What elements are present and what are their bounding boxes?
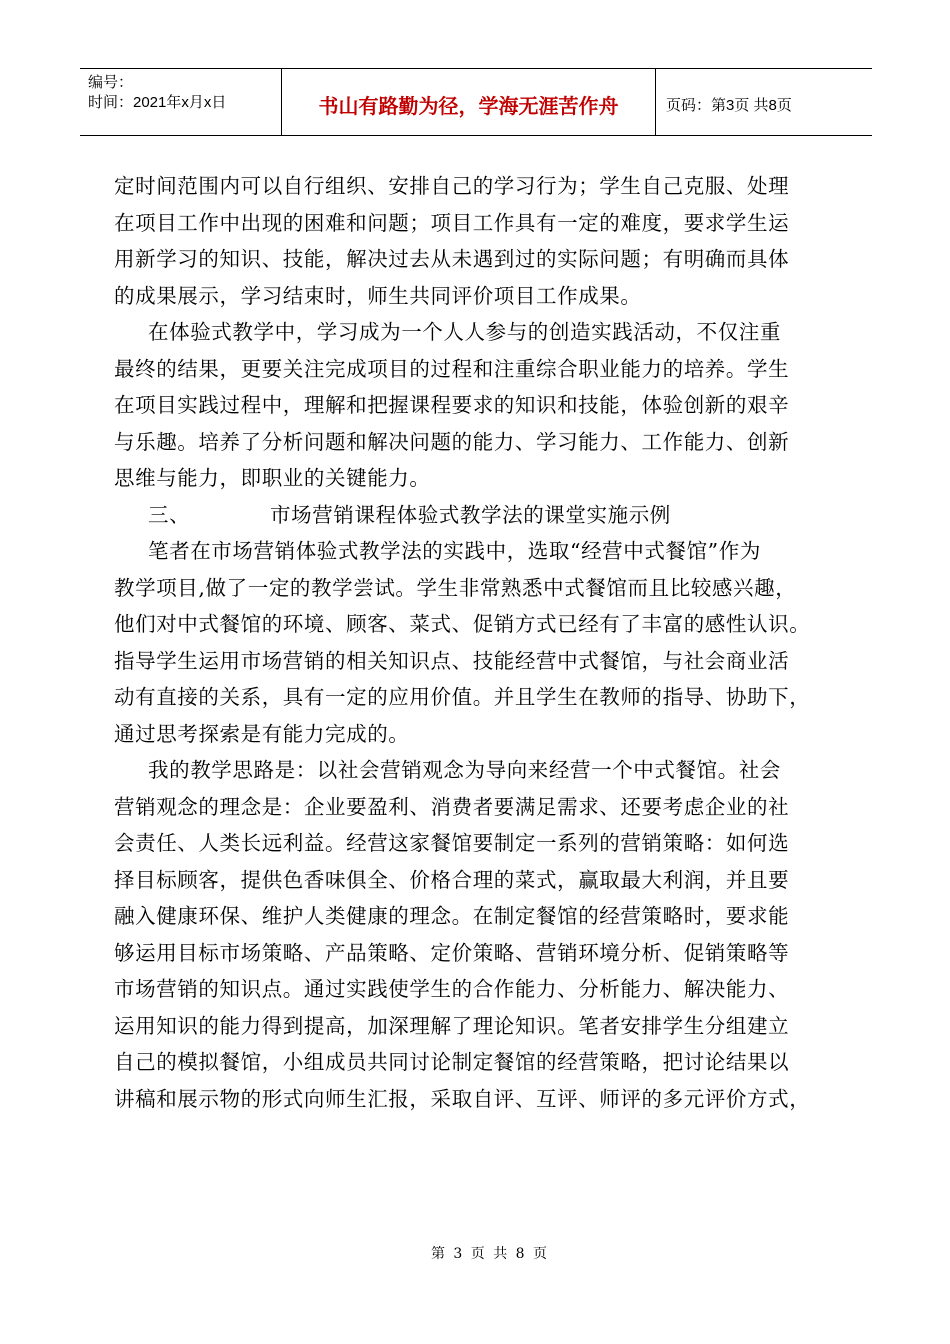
date-label: 时间：2021年x月x日 xyxy=(88,94,227,111)
paragraph-1 xyxy=(114,168,846,314)
text-line: 择目标顾客，提供色香味俱全、价格合理的菜式，赢取最大利润，并且要 xyxy=(114,867,790,892)
section-heading xyxy=(114,497,846,534)
text-line: 市场营销的知识点。通过实践使学生的合作能力、分析能力、解决能力、 xyxy=(114,977,790,1001)
text-line: 与乐趣。培养了分析问题和解决问题的能力、学习能力、工作能力、创新 xyxy=(114,429,790,454)
page-footer: 第 3 页 共 8 页 xyxy=(430,1246,550,1262)
document-body xyxy=(114,168,846,1117)
text-line: 我的教学思路是：以社会营销观念为导向来经营一个中式餐馆。社会 xyxy=(148,758,781,782)
text-line: 在体验式教学中，学习成为一个人人参与的创造实践活动，不仅注重 xyxy=(148,320,781,344)
paragraph-2 xyxy=(114,314,846,497)
text-line: 通过思考探索是有能力完成的。 xyxy=(114,721,410,746)
text-line: 在项目实践过程中，理解和把握课程要求的知识和技能，体验创新的艰辛 xyxy=(114,393,790,417)
header-page-number: 页码：第3页 共8页 xyxy=(666,96,792,114)
text-line: 用新学习的知识、技能，解决过去从未遇到过的实际问题；有明确而具体 xyxy=(114,247,790,271)
text-line: 他们对中式餐馆的环境、顾客、菜式、促销方式已经有了丰富的感性认识。 xyxy=(114,612,811,636)
header-motto: 书山有路勤为径，学海无涯苦作舟 xyxy=(282,69,656,135)
section-number: 三、 xyxy=(148,502,191,527)
header-info-cell xyxy=(80,69,282,135)
text-line: 讲稿和展示物的形式向师生汇报，采取自评、互评、师评的多元评价方式， xyxy=(114,1086,811,1111)
text-line: 会责任、人类长远利益。经营这家餐馆要制定一系列的营销策略：如何选 xyxy=(114,831,790,855)
paragraph-3 xyxy=(114,533,846,752)
text-line: 思维与能力，即职业的关键能力。 xyxy=(114,466,431,490)
paragraph-4 xyxy=(114,752,846,1117)
text-line: 的成果展示，学习结束时，师生共同评价项目工作成果。 xyxy=(114,283,642,308)
text-line: 营销观念的理念是：企业要盈利、消费者要满足需求、还要考虑企业的社 xyxy=(114,794,790,819)
text-line: 融入健康环保、维护人类健康的理念。在制定餐馆的经营策略时，要求能 xyxy=(114,904,790,928)
text-line: 教学项目,做了一定的教学尝试。学生非常熟悉中式餐馆而且比较感兴趣， xyxy=(114,575,797,600)
text-line: 够运用目标市场策略、产品策略、定价策略、营销环境分析、促销策略等 xyxy=(114,940,790,965)
text-line: 定时间范围内可以自行组织、安排自己的学习行为；学生自己克服、处理 xyxy=(114,174,790,198)
text-line: 笔者在市场营销体验式教学法的实践中，选取“经营中式餐馆”作为 xyxy=(148,539,761,563)
text-line: 自己的模拟餐馆，小组成员共同讨论制定餐馆的经营策略，把讨论结果以 xyxy=(114,1050,790,1074)
text-line: 运用知识的能力得到提高，加深理解了理论知识。笔者安排学生分组建立 xyxy=(114,1013,790,1038)
text-line: 动有直接的关系，具有一定的应用价值。并且学生在教师的指导、协助下， xyxy=(114,685,811,709)
section-title: 市场营销课程体验式教学法的课堂实施示例 xyxy=(270,502,671,527)
header-table xyxy=(80,68,872,136)
text-line: 在项目工作中出现的困难和问题；项目工作具有一定的难度，要求学生运 xyxy=(114,210,790,235)
text-line: 最终的结果，更要关注完成项目的过程和注重综合职业能力的培养。学生 xyxy=(114,356,790,381)
text-line: 指导学生运用市场营销的相关知识点、技能经营中式餐馆，与社会商业活 xyxy=(114,648,790,673)
doc-number-label: 编号： xyxy=(88,74,134,91)
